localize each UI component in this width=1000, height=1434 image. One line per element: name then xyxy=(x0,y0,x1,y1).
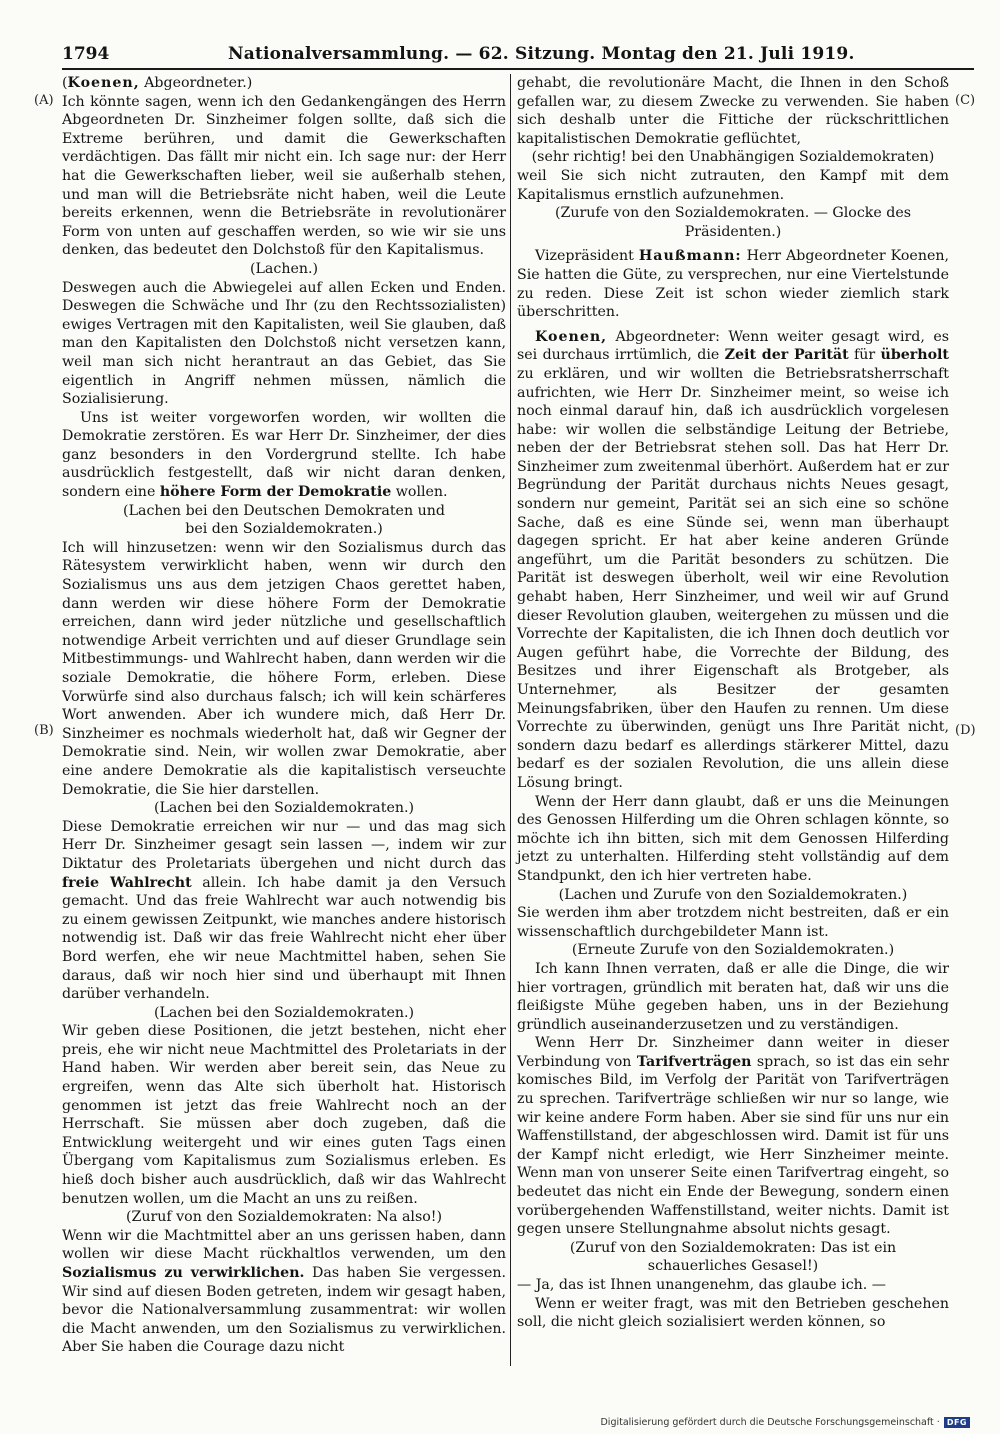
interjection: bei den Sozialdemokraten.) xyxy=(185,521,383,538)
speaker-tag: (Koenen, Abgeordneter.) xyxy=(62,75,253,91)
paragraph: Ich kann Ihnen verraten, daß er alle die Dinge, die wir hier vortragen, gründlich mit beraten hat, daß wir uns die fleißigste Mühe gegeben haben, uns in der Beziehung gründlich auseinanderzusetzen und zu verständigen. xyxy=(517,960,949,1033)
dfg-logo: DFG xyxy=(944,1417,970,1428)
right-column xyxy=(517,74,949,1332)
interjection: (Lachen bei den Sozialdemokraten.) xyxy=(153,1004,415,1021)
paragraph: Deswegen auch die Abwiegelei auf allen Ecken und Enden. Deswegen die Schwäche und Ihr (zu den Rechtssozialisten) ewiges Vertragen mit den Kapitalisten, weil Sie glauben, daß man den Kapitalisten den Dolchstoß nicht versetzen kann, weil man sich nicht herantraut an das Gebiet, das Sie eigentlich in Angriff nehmen müssen, nämlich die Sozialisierung. xyxy=(62,279,506,408)
paragraph: gehabt, die revolutionäre Macht, die Ihnen in den Schoß gefallen war, zu diesem Zwecke zu verwenden. Sie haben sich deshalb unter die Fittiche der rückschrittlichen kapitalistischen Demokratie geflüchtet, xyxy=(517,75,949,147)
margin-mark-d: (D) xyxy=(955,723,976,738)
paragraph: — Ja, das ist Ihnen unangenehm, das glaube ich. — xyxy=(517,1277,886,1293)
interjection: (Lachen bei den Deutschen Demokraten und xyxy=(123,502,445,519)
paragraph: Wenn wir die Machtmittel aber an uns gerissen haben, dann wollen wir diese Macht rückhaltlos verwenden, um den Sozialismus zu verwirklichen. Das haben Sie vergessen. Wir sind auf diesen Boden getreten, indem wir gesagt haben, bevor die Nationalversammlung zusammentrat: wir wollen die Macht anwenden, um den Sozialismus zu verwirklichen. Aber Sie haben die Courage dazu nicht xyxy=(62,1227,506,1356)
speaker-name: Koenen, xyxy=(535,328,608,345)
paragraph: Ich will hinzusetzen: wenn wir den Sozialismus durch das Rätesystem verwirklicht haben, wenn wir durch den Sozialismus uns aus dem jetzigen Chaos gerettet haben, dann werden wir diese höhere Form der Demokratie erreichen, dann wird jeder nützliche und gesellschaftlich notwendige Arbeit verrichten und auf dieser Grundlage sein Mitbestimmungs- und Wahlrecht haben, dann werden wir die soziale Demokratie, die höhere Form, erleben. Diese Vorwürfe sind also durchaus falsch; ich will kein schärferes Wort anwenden. Aber ich wundere mich, daß Herr Dr. Sinzheimer es nochmals wiederholt hat, daß wir Gegner der Demokratie sind. Nein, wir wollen zwar Demokratie, aber eine andere Demokratie als die kapitalistisch verseuchte Demokratie, die Sie hier darstellen. xyxy=(62,539,506,798)
paragraph: Ich könnte sagen, wenn ich den Gedankengängen des Herrn Abgeordneten Dr. Sinzheimer folgen sollte, daß sich die Extreme berühren, und damit die Gewerkschaften verdächtigen. Das fällt mir nicht ein. Ich sage nur: der Herr hat die Gewerkschaften lieber, weil sie außerhalb stehen, und man will die Betriebsräte nicht haben, weil die Leute bereits erkennen, wenn die Betriebsräte in revolutionärer Form von unten auf geschaffen werden, so wie wir sie uns denken, das bedeutet den Dolchstoß für den Kapitalismus. xyxy=(62,93,506,259)
speaker-name: Koenen, xyxy=(67,75,140,91)
interjection: (Zuruf von den Sozialdemokraten: Na also!) xyxy=(125,1209,443,1226)
emphasis: freie Wahlrecht xyxy=(62,874,192,891)
interjection: (Lachen und Zurufe von den Sozialdemokraten.) xyxy=(558,886,908,903)
page-number: 1794 xyxy=(62,44,110,64)
margin-mark-c: (C) xyxy=(955,93,976,108)
interjection: Präsidenten.) xyxy=(684,223,782,240)
interjection: (Lachen.) xyxy=(249,260,319,277)
speaker-name: Haußmann: xyxy=(638,248,742,265)
paragraph: Wenn er weiter fragt, was mit den Betrieben geschehen soll, die nicht gleich sozialisiert werden können, so xyxy=(517,1295,949,1331)
emphasis: Zeit der Parität xyxy=(724,347,849,364)
paragraph: Uns ist weiter vorgeworfen worden, wir wollten die Demokratie zerstören. Es war Herr Dr. Sinzheimer, der dies ganz besonders in den Vordergrund stellte. Ich habe ausdrücklich festgestellt, daß wir nicht daran denken, sondern eine höhere Form der Demokratie wollen. xyxy=(62,409,506,501)
paragraph: Wenn der Herr dann glaubt, daß er uns die Meinungen des Genossen Hilferding um die Ohren schlagen könnte, so möchte ich ihn bitten, sich mit dem Genossen Hilferding jetzt zu unterhalten. Hilferding steht vollständig auf dem Standpunkt, den ich hier vertreten habe. xyxy=(517,793,949,884)
digitization-footer xyxy=(600,1417,970,1428)
running-title: Nationalversammlung. — 62. Sitzung. Montag den 21. Juli 1919. xyxy=(228,44,855,64)
footer-text: Digitalisierung gefördert durch die Deutsche Forschungsgemeinschaft · xyxy=(600,1417,940,1428)
emphasis: überholt xyxy=(880,347,949,364)
margin-mark-b: (B) xyxy=(34,723,54,738)
interjection: (Zuruf von den Sozialdemokraten: Das ist ein xyxy=(569,1239,897,1256)
paragraph: Sie werden ihm aber trotzdem nicht bestreiten, daß er ein wissenschaftlich durchgebildeter Mann ist. xyxy=(517,905,949,940)
interjection: (Lachen bei den Sozialdemokraten.) xyxy=(153,800,415,817)
paragraph: Vizepräsident Haußmann: Herr Abgeordneter Koenen, Sie hatten die Güte, zu versprechen, nur eine Viertelstunde zu reden. Diese Zeit ist schon wieder ziemlich stark überschritten. xyxy=(517,248,950,321)
interjection: (Erneute Zurufe von den Sozialdemokraten.) xyxy=(571,942,895,959)
column-divider xyxy=(510,74,511,1366)
page-header xyxy=(62,44,974,70)
paragraph: Wir geben diese Positionen, die jetzt bestehen, nicht eher preis, ehe wir nicht neue Machtmittel des Proletariats in der Hand haben. Wir werden aber bereit sein, das Neue zu ergreifen, wenn das Alte sich überholt hat. Historisch genommen ist jetzt das freie Wahlrecht noch an der Herrschaft. Sie müssen aber doch zugeben, daß die Entwicklung weitergeht und wir eines guten Tags einen Übergang vom Kapitalismus zum Sozialismus erleben. Es hieß doch bisher auch ausdrücklich, daß wir das Wahlrecht benutzen wollen, um die Macht an uns zu reißen. xyxy=(62,1023,506,1207)
paragraph: Wenn Herr Dr. Sinzheimer dann weiter in dieser Verbindung von Tarifverträgen sprach, so ist das ein sehr komisches Bild, im Verfolg der Parität von Tarifverträgen zu sprechen. Tarifverträge schließen wir nur so lange, wie wir keine andere Form haben. Aber sie sind für uns nur ein Waffenstillstand, der abgeschlossen wird. Damit ist für uns der Kampf nicht erledigt, wie Herr Sinzheimer meinte. Wenn man von unserer Seite einen Tarifvertrag eingeht, so bedeutet das nicht ein Ende der Bewegung, sondern einen vorübergehenden Waffenstillstand, weiter nichts. Damit ist gegen unsere Stellungnahme absolut nichts gesagt. xyxy=(517,1035,949,1238)
interjection: schauerliches Gesasel!) xyxy=(647,1258,819,1275)
interjection: (Zurufe von den Sozialdemokraten. — Glocke des xyxy=(554,205,912,222)
left-column xyxy=(62,74,506,1357)
margin-mark-a: (A) xyxy=(34,93,54,108)
emphasis: höhere Form der Demokratie xyxy=(159,484,392,501)
emphasis: Sozialismus zu verwirklichen. xyxy=(62,1265,305,1281)
interjection: (sehr richtig! bei den Unabhängigen Sozialdemokraten) xyxy=(531,149,935,166)
paragraph: Diese Demokratie erreichen wir nur — und das mag sich Herr Dr. Sinzheimer gesagt sein lassen —, indem wir zur Diktatur des Proletariats übergehen und nicht durch das freie Wahlrecht allein. Ich habe damit ja den Versuch gemacht. Und das freie Wahlrecht war auch notwendig bis zu einem gewissen Zeitpunkt, wie manches andere historisch notwendig ist. Daß wir das freie Wahlrecht nicht eher über Bord werfen, ehe wir neue Machtmittel haben, sehen Sie daraus, daß wir noch hier sind und überhaupt mit Ihnen darüber verhandeln. xyxy=(62,818,506,1003)
emphasis: Tarifverträgen xyxy=(636,1053,752,1070)
paragraph: weil Sie sich nicht zutrauten, den Kampf mit dem Kapitalismus ernstlich aufzunehmen. xyxy=(517,167,949,203)
paragraph: Koenen, Abgeordneter: Wenn weiter gesagt wird, es sei durchaus irrtümlich, die Zeit der Parität für überholt zu erklären, und wir wollten die Betriebsratsherrschaft aufrichten, wie Herr Dr. Sinzheimer meint, so weise ich noch einmal darauf hin, daß ich ausdrücklich vorgelesen habe: wir wollen die selbständige Leitung der Betriebe, neben der der Betriebsrat stehen soll. Das hat Herr Dr. Sinzheimer zum zweitenmal überhört. Außerdem hat er zur Begründung der Parität durchaus nichts Neues gesagt, sondern nur gemeint, Parität sei an sich eine so schöne Sache, daß es eine Sünde sei, wenn man überhaupt dagegen spricht. Er hat aber keine anderen Gründe angeführt, um die Parität besonders zu schützen. Die Parität ist deswegen überholt, weil wir eine Revolution gehabt haben, Herr Sinzheimer, und weil wir auf Grund dieser Revolution glauben, weitergehen zu müssen und die Vorrechte der Kapitalisten, die ich Ihnen doch deutlich vor Augen geführt habe, die Vorrechte der Bildung, des Besitzes und ihrer Eigenschaft als Brotgeber, als Unternehmer, als Besitzer der gesamten Meinungsfabriken, über den Haufen zu rennen. Um diese Vorrechte zu überwinden, genügt uns Ihre Parität nicht, sondern dazu bedarf es allerdings stärkerer Mittel, dazu bedarf es der sozialen Revolution, die uns allein diese Lösung bringt. xyxy=(517,328,949,791)
